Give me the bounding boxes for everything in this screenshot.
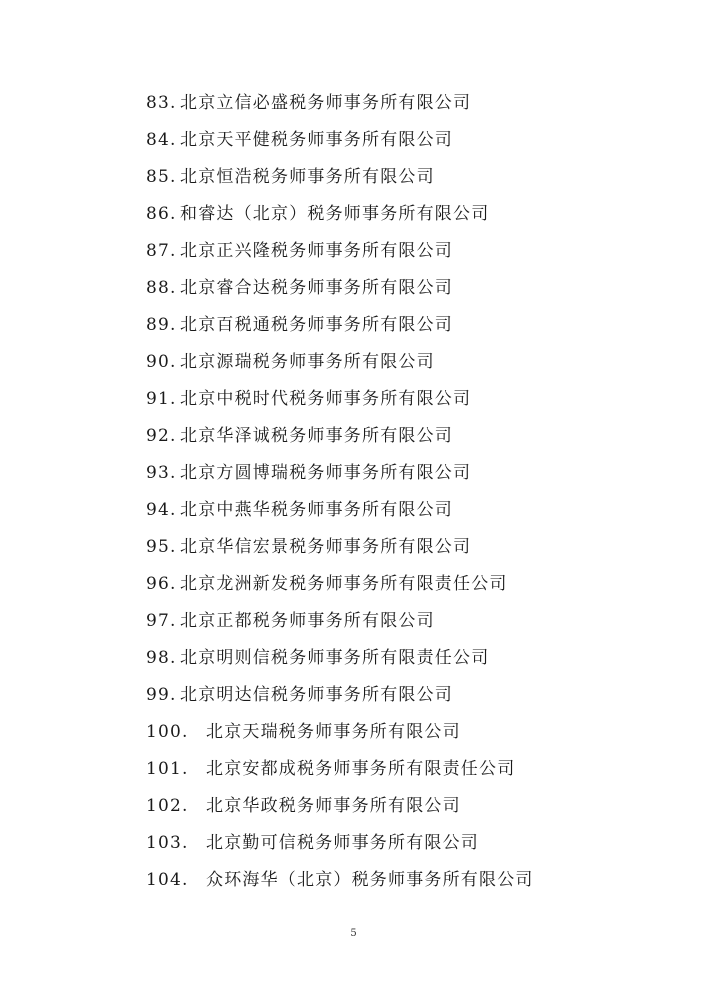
firm-name: 北京正都税务师事务所有限公司: [180, 611, 435, 631]
list-item: [146, 717, 666, 754]
firm-name: 北京立信必盛税务师事务所有限公司: [180, 93, 472, 113]
item-number: 102.: [146, 796, 189, 816]
firm-name: 北京源瑞税务师事务所有限公司: [180, 352, 435, 372]
firm-list: [146, 88, 666, 902]
list-item: [146, 421, 666, 458]
list-item: [146, 569, 666, 606]
firm-name: 北京华泽诚税务师事务所有限公司: [180, 426, 453, 446]
list-item: [146, 606, 666, 643]
item-number: 86.: [146, 204, 177, 224]
firm-name: 北京百税通税务师事务所有限公司: [180, 315, 453, 335]
list-item: [146, 384, 666, 421]
list-item: [146, 347, 666, 384]
item-number: 93.: [146, 463, 177, 483]
firm-name: 北京华政税务师事务所有限公司: [206, 796, 461, 816]
item-number: 103.: [146, 833, 189, 853]
list-item: [146, 532, 666, 569]
list-item: [146, 865, 666, 902]
firm-name: 北京天平健税务师事务所有限公司: [180, 130, 453, 150]
list-item: [146, 125, 666, 162]
firm-name: 北京明则信税务师事务所有限责任公司: [180, 648, 490, 668]
firm-name: 北京方圆博瑞税务师事务所有限公司: [180, 463, 472, 483]
item-number: 104.: [146, 870, 189, 890]
list-item: [146, 273, 666, 310]
item-number: 97.: [146, 611, 177, 631]
item-number: 87.: [146, 241, 177, 261]
firm-name: 北京龙洲新发税务师事务所有限责任公司: [180, 574, 508, 594]
item-number: 90.: [146, 352, 177, 372]
item-number: 91.: [146, 389, 177, 409]
firm-name: 北京华信宏景税务师事务所有限公司: [180, 537, 472, 557]
list-item: [146, 88, 666, 125]
item-number: 99.: [146, 685, 177, 705]
firm-name: 北京中燕华税务师事务所有限公司: [180, 500, 453, 520]
page-number: 5: [350, 928, 357, 939]
list-item: [146, 236, 666, 273]
list-item: [146, 754, 666, 791]
item-number: 95.: [146, 537, 177, 557]
firm-name: 北京正兴隆税务师事务所有限公司: [180, 241, 453, 261]
list-item: [146, 495, 666, 532]
list-item: [146, 828, 666, 865]
item-number: 85.: [146, 167, 177, 187]
item-number: 96.: [146, 574, 177, 594]
list-item: [146, 791, 666, 828]
firm-name: 北京睿合达税务师事务所有限公司: [180, 278, 453, 298]
firm-name: 北京勤可信税务师事务所有限公司: [206, 833, 479, 853]
firm-name: 北京中税时代税务师事务所有限公司: [180, 389, 472, 409]
firm-name: 北京恒浩税务师事务所有限公司: [180, 167, 435, 187]
list-item: [146, 643, 666, 680]
firm-name: 和睿达（北京）税务师事务所有限公司: [180, 204, 490, 224]
firm-name: 北京安都成税务师事务所有限责任公司: [206, 759, 516, 779]
list-item: [146, 680, 666, 717]
firm-name: 众环海华（北京）税务师事务所有限公司: [206, 870, 534, 890]
list-item: [146, 199, 666, 236]
item-number: 84.: [146, 130, 177, 150]
list-item: [146, 162, 666, 199]
item-number: 100.: [146, 722, 189, 742]
item-number: 88.: [146, 278, 177, 298]
item-number: 83.: [146, 93, 177, 113]
firm-name: 北京天瑞税务师事务所有限公司: [206, 722, 461, 742]
list-item: [146, 310, 666, 347]
list-item: [146, 458, 666, 495]
item-number: 89.: [146, 315, 177, 335]
item-number: 101.: [146, 759, 189, 779]
item-number: 98.: [146, 648, 177, 668]
item-number: 92.: [146, 426, 177, 446]
firm-name: 北京明达信税务师事务所有限公司: [180, 685, 453, 705]
item-number: 94.: [146, 500, 177, 520]
